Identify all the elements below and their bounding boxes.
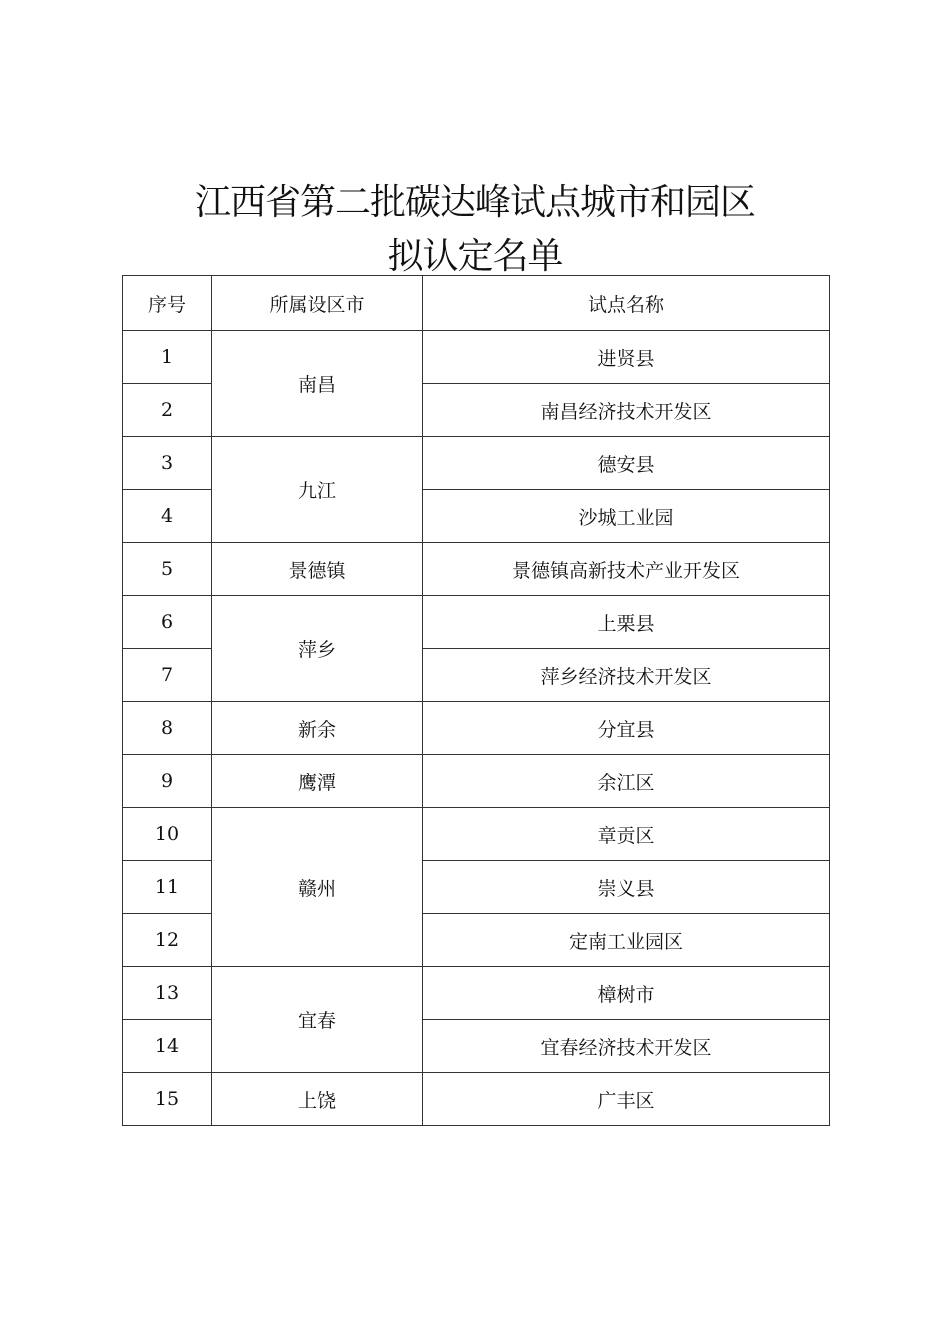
row-number: 4 — [123, 490, 212, 543]
document-title-line-2: 拟认定名单 — [387, 236, 563, 277]
table-row — [123, 596, 830, 649]
table-row — [123, 702, 830, 755]
row-number: 2 — [123, 384, 212, 437]
pilot-name-cell: 分宜县 — [423, 702, 830, 755]
city-cell: 宜春 — [212, 967, 423, 1073]
row-number: 5 — [123, 543, 212, 596]
pilot-name-cell: 余江区 — [423, 755, 830, 808]
pilot-name-cell: 萍乡经济技术开发区 — [423, 649, 830, 702]
row-number: 13 — [123, 967, 212, 1020]
city-cell: 景德镇 — [212, 543, 423, 596]
pilot-name-cell: 樟树市 — [423, 967, 830, 1020]
city-cell: 赣州 — [212, 808, 423, 967]
pilot-list-table — [122, 275, 830, 1126]
row-number: 6 — [123, 596, 212, 649]
city-cell: 九江 — [212, 437, 423, 543]
table-row — [123, 755, 830, 808]
row-number: 9 — [123, 755, 212, 808]
row-number: 1 — [123, 331, 212, 384]
city-cell: 南昌 — [212, 331, 423, 437]
pilot-name-cell: 宜春经济技术开发区 — [423, 1020, 830, 1073]
table-row — [123, 1073, 830, 1126]
table-row — [123, 967, 830, 1020]
city-cell: 萍乡 — [212, 596, 423, 702]
pilot-name-cell: 章贡区 — [423, 808, 830, 861]
table-row — [123, 543, 830, 596]
pilot-name-cell: 进贤县 — [423, 331, 830, 384]
table-header-row — [123, 276, 830, 331]
row-number: 7 — [123, 649, 212, 702]
row-number: 15 — [123, 1073, 212, 1126]
pilot-name-cell: 广丰区 — [423, 1073, 830, 1126]
pilot-name-cell: 沙城工业园 — [423, 490, 830, 543]
row-number: 11 — [123, 861, 212, 914]
table-row — [123, 808, 830, 861]
pilot-name-cell: 崇义县 — [423, 861, 830, 914]
document-title-line-1: 江西省第二批碳达峰试点城市和园区 — [194, 182, 755, 223]
header-city: 所属设区市 — [212, 276, 423, 331]
row-number: 14 — [123, 1020, 212, 1073]
pilot-name-cell: 德安县 — [423, 437, 830, 490]
city-cell: 新余 — [212, 702, 423, 755]
header-pilot-name: 试点名称 — [423, 276, 830, 331]
pilot-name-cell: 景德镇高新技术产业开发区 — [423, 543, 830, 596]
row-number: 12 — [123, 914, 212, 967]
row-number: 3 — [123, 437, 212, 490]
pilot-name-cell: 上栗县 — [423, 596, 830, 649]
city-cell: 上饶 — [212, 1073, 423, 1126]
pilot-name-cell: 南昌经济技术开发区 — [423, 384, 830, 437]
city-cell: 鹰潭 — [212, 755, 423, 808]
table-body — [123, 331, 830, 1126]
pilot-name-cell: 定南工业园区 — [423, 914, 830, 967]
row-number: 8 — [123, 702, 212, 755]
row-number: 10 — [123, 808, 212, 861]
header-number: 序号 — [123, 276, 212, 331]
table-row — [123, 437, 830, 490]
table-row — [123, 331, 830, 384]
